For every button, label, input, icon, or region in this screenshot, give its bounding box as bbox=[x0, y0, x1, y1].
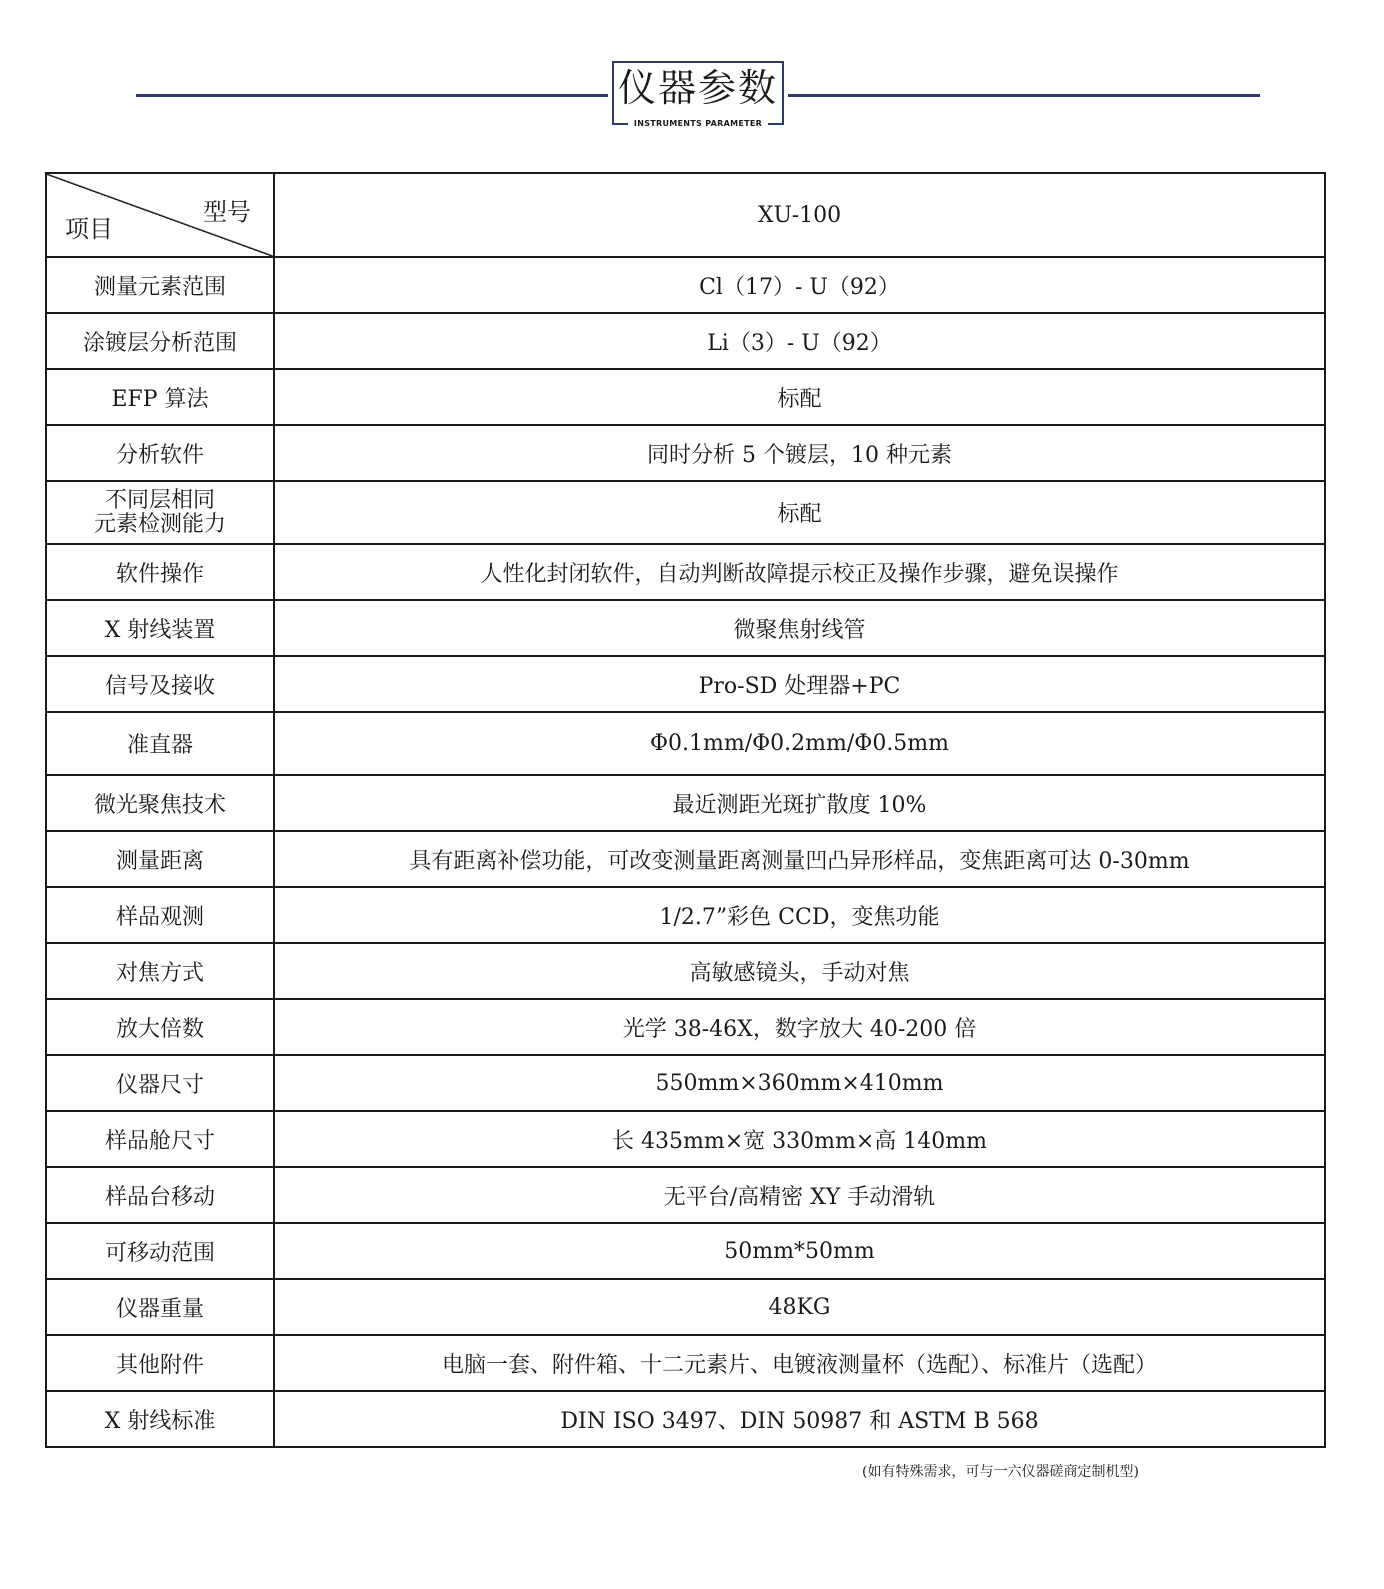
row-value: 具有距离补偿功能，可改变测量距离测量凹凸异形样品，变焦距离可达 0-30mm bbox=[274, 831, 1325, 887]
row-value: 长 435mm×宽 330mm×高 140mm bbox=[274, 1111, 1325, 1167]
row-label: 放大倍数 bbox=[46, 999, 274, 1055]
table-row bbox=[46, 313, 1325, 369]
row-value: DIN ISO 3497、DIN 50987 和 ASTM B 568 bbox=[274, 1391, 1325, 1447]
corner-cell bbox=[46, 173, 274, 257]
row-value: 光学 38-46X，数字放大 40-200 倍 bbox=[274, 999, 1325, 1055]
row-value: 微聚焦射线管 bbox=[274, 600, 1325, 656]
row-label-line2: 元素检测能力 bbox=[93, 511, 226, 537]
table-row bbox=[46, 775, 1325, 831]
table-row bbox=[46, 1055, 1325, 1111]
table-row bbox=[46, 1279, 1325, 1335]
table-row bbox=[46, 1111, 1325, 1167]
table-row bbox=[46, 1223, 1325, 1279]
row-label: 样品观测 bbox=[46, 887, 274, 943]
table-row bbox=[46, 600, 1325, 656]
row-label: 测量距离 bbox=[46, 831, 274, 887]
table-row bbox=[46, 999, 1325, 1055]
corner-model-label: 型号 bbox=[203, 198, 251, 226]
row-label: 样品台移动 bbox=[46, 1167, 274, 1223]
row-value: 最近测距光斑扩散度 10% bbox=[274, 775, 1325, 831]
row-value: 50mm*50mm bbox=[274, 1223, 1325, 1279]
row-label: X 射线装置 bbox=[46, 600, 274, 656]
row-value: 48KG bbox=[274, 1279, 1325, 1335]
table-row bbox=[46, 831, 1325, 887]
table-row bbox=[46, 943, 1325, 999]
table-row bbox=[46, 1335, 1325, 1391]
table-row bbox=[46, 544, 1325, 600]
row-value: 电脑一套、附件箱、十二元素片、电镀液测量杯（选配）、标准片（选配） bbox=[274, 1335, 1325, 1391]
row-label-line1: 不同层相同 bbox=[104, 487, 215, 513]
row-label: 软件操作 bbox=[46, 544, 274, 600]
row-label: 信号及接收 bbox=[46, 656, 274, 712]
row-label bbox=[46, 481, 274, 544]
row-value: 高敏感镜头，手动对焦 bbox=[274, 943, 1325, 999]
corner-item-label: 项目 bbox=[65, 215, 113, 243]
table-header-row bbox=[46, 173, 1325, 257]
row-label: 测量元素范围 bbox=[46, 257, 274, 313]
row-label: 微光聚焦技术 bbox=[46, 775, 274, 831]
model-name: XU-100 bbox=[274, 173, 1325, 257]
header-rule-left bbox=[136, 94, 608, 97]
row-value: 人性化封闭软件，自动判断故障提示校正及操作步骤，避免误操作 bbox=[274, 544, 1325, 600]
table-row bbox=[46, 1391, 1325, 1447]
header-rule-right bbox=[788, 94, 1260, 97]
row-value: 同时分析 5 个镀层，10 种元素 bbox=[274, 425, 1325, 481]
row-value: Cl（17）- U（92） bbox=[274, 257, 1325, 313]
row-label: 对焦方式 bbox=[46, 943, 274, 999]
row-value: 1/2.7”彩色 CCD，变焦功能 bbox=[274, 887, 1325, 943]
row-label: 仪器重量 bbox=[46, 1279, 274, 1335]
page-title: 仪器参数 bbox=[617, 66, 778, 110]
table-row bbox=[46, 369, 1325, 425]
table-row bbox=[46, 1167, 1325, 1223]
row-value: Pro-SD 处理器+PC bbox=[274, 656, 1325, 712]
row-value: 标配 bbox=[274, 369, 1325, 425]
parameter-table bbox=[45, 172, 1326, 1448]
row-value: 550mm×360mm×410mm bbox=[274, 1055, 1325, 1111]
page-subtitle: INSTRUMENTS PARAMETER bbox=[628, 118, 768, 130]
row-label: X 射线标准 bbox=[46, 1391, 274, 1447]
table-row bbox=[46, 887, 1325, 943]
row-value: 无平台/高精密 XY 手动滑轨 bbox=[274, 1167, 1325, 1223]
row-label: 仪器尺寸 bbox=[46, 1055, 274, 1111]
row-label: 样品舱尺寸 bbox=[46, 1111, 274, 1167]
table-row bbox=[46, 425, 1325, 481]
row-value: 标配 bbox=[274, 481, 1325, 544]
row-label: 可移动范围 bbox=[46, 1223, 274, 1279]
row-value: Li（3）- U（92） bbox=[274, 313, 1325, 369]
row-value: Φ0.1mm/Φ0.2mm/Φ0.5mm bbox=[274, 712, 1325, 775]
row-label: 分析软件 bbox=[46, 425, 274, 481]
row-label: EFP 算法 bbox=[46, 369, 274, 425]
row-label: 涂镀层分析范围 bbox=[46, 313, 274, 369]
footer-note: (如有特殊需求，可与一六仪器磋商定制机型) bbox=[862, 1464, 1139, 1480]
row-label: 准直器 bbox=[46, 712, 274, 775]
table-row bbox=[46, 257, 1325, 313]
table-row bbox=[46, 481, 1325, 544]
row-label: 其他附件 bbox=[46, 1335, 274, 1391]
table-row bbox=[46, 656, 1325, 712]
table-row bbox=[46, 712, 1325, 775]
